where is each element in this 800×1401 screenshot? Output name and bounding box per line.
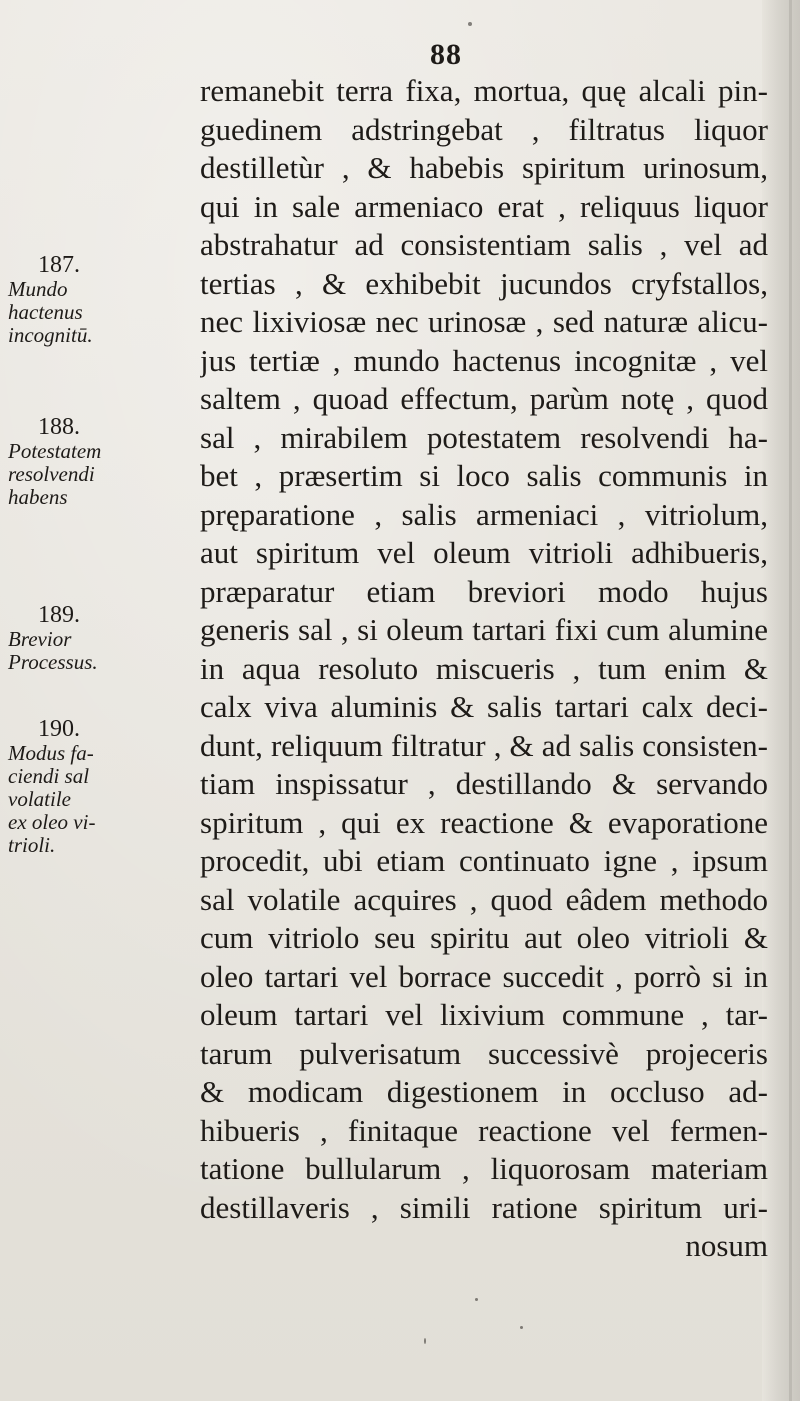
text-line-8: jus tertiæ , mundo hactenus incognitæ , vel [200, 342, 768, 378]
text-line-1: remanebit terra fixa, mortua, quę alcali pin- [200, 73, 768, 108]
text-line-29: tatione bullularum , liquorosam materiam [200, 1151, 768, 1186]
margin-note-187 [8, 252, 200, 347]
text-line-4: qui in sale armeniaco erat , reliquus liquor [200, 188, 768, 224]
text-line-19: tiam inspissatur , destillando & servando [200, 766, 768, 801]
text-line-18: dunt, reliquum filtratur , & ad salis consisten- [200, 727, 768, 763]
margin-note-189 [8, 602, 200, 674]
text-line-31: nosum [685, 1228, 768, 1263]
text-line-10: sal , mirabilem potestatem resolvendi ha- [200, 419, 768, 455]
text-line-16: in aqua resoluto miscueris , tum enim & [200, 650, 768, 686]
ink-speck [468, 22, 472, 26]
margin-note-number: 187. [38, 252, 80, 278]
text-line-27: & modicam digestionem in occluso ad- [200, 1074, 768, 1109]
main-text-block [200, 72, 768, 1266]
ink-speck [475, 1298, 478, 1301]
text-line-15: generis sal , si oleum tartari fixi cum alumine [200, 612, 768, 647]
text-line-6: tertias , & exhibebit jucundos cryfstallos, [200, 265, 768, 301]
margin-note-line: Potestatem [8, 439, 102, 463]
margin-note-line: resolvendi [8, 462, 95, 486]
margin-note-line: ex oleo vi- [8, 810, 96, 834]
margin-note-line: Mundo [8, 277, 68, 301]
text-line-20: spiritum , qui ex reactione & evaporatione [200, 804, 768, 840]
text-line-24: oleo tartari vel borrace succedit , porrò si in [200, 958, 768, 994]
page-edge-line [789, 0, 792, 1401]
margin-note-line: hactenus [8, 300, 83, 324]
margin-note-188 [8, 414, 200, 509]
margin-note-line: habens [8, 485, 68, 509]
text-line-23: cum vitriolo seu spiritu aut oleo vitrioli & [200, 920, 768, 955]
text-line-14: præparatur etiam breviori modo hujus [200, 573, 768, 609]
margin-note-line: ciendi sal [8, 764, 90, 788]
text-line-28: hibueris , finitaque reactione vel fermen- [200, 1112, 768, 1148]
margin-note-line: Brevior [8, 627, 72, 651]
text-line-21: procedit, ubi etiam continuato igne , ipsum [200, 843, 768, 878]
margin-note-line: trioli. [8, 833, 56, 857]
margin-note-line: volatile [8, 787, 71, 811]
margin-note-number: 189. [38, 602, 80, 628]
ink-speck [424, 1338, 426, 1344]
text-line-12: pręparatione , salis armeniaci , vitriolum, [200, 496, 768, 532]
text-line-13: aut spiritum vel oleum vitrioli adhibueris, [200, 535, 768, 570]
page-number: 88 [430, 38, 462, 71]
text-line-2: guedinem adstringebat , filtratus liquor [200, 111, 768, 147]
text-line-11: bet , præsertim si loco salis communis in [200, 458, 768, 493]
text-line-9: saltem , quoad effectum, parùm notę , quod [200, 381, 768, 416]
text-line-3: destilletùr , & habebis spiritum urinosum, [200, 150, 768, 185]
text-line-5: abstrahatur ad consistentiam salis , vel ad [200, 227, 768, 262]
text-line-17: calx viva aluminis & salis tartari calx deci- [200, 689, 768, 724]
text-line-7: nec lixiviosæ nec urinosæ , sed naturæ alicu- [200, 304, 768, 339]
text-line-22: sal volatile acquires , quod eâdem methodo [200, 881, 768, 917]
margin-note-number: 190. [38, 716, 80, 742]
margin-note-line: Modus fa- [8, 741, 94, 765]
ink-speck [520, 1326, 523, 1329]
text-line-26: tarum pulverisatum successivè projeceris [200, 1035, 768, 1071]
text-line-30: destillaveris , simili ratione spiritum uri- [200, 1189, 768, 1225]
margin-note-190 [8, 716, 200, 857]
margin-note-number: 188. [38, 414, 80, 440]
margin-note-line: incognitū. [8, 323, 93, 347]
margin-note-line: Processus. [8, 650, 98, 674]
text-line-25: oleum tartari vel lixivium commune , tar- [200, 997, 768, 1032]
